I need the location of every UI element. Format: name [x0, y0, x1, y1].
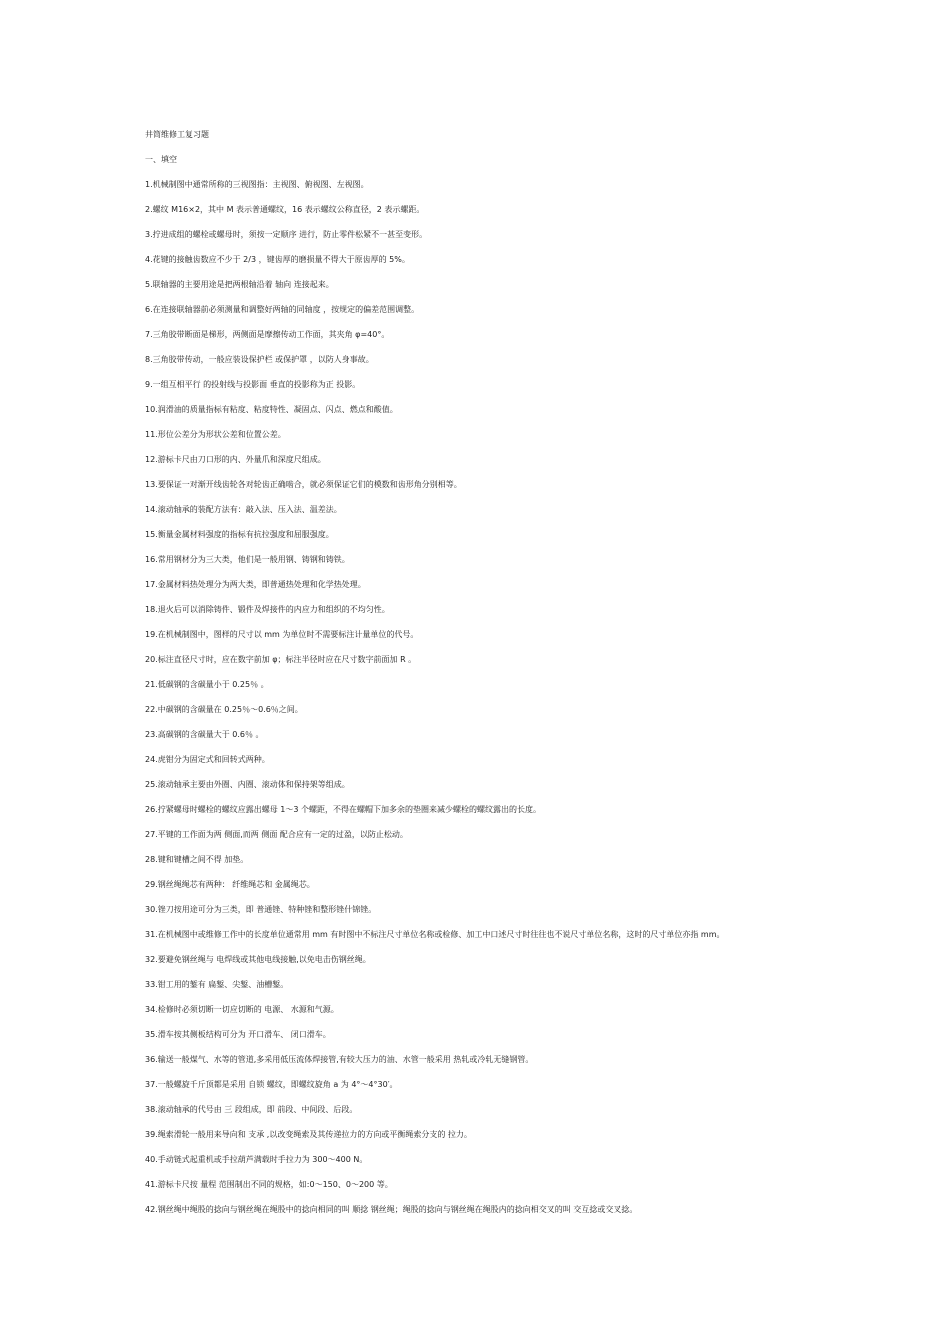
question-item: 14.滚动轴承的装配方法有：敲入法、压入法、温差法。: [145, 505, 342, 514]
question-item: 18.退火后可以消除铸件、锻件及焊接件的内应力和组织的不均匀性。: [145, 605, 390, 614]
question-item: 42.钢丝绳中绳股的捻向与钢丝绳在绳股中的捻向相同的叫 顺捻 钢丝绳；绳股的捻向与钢丝绳在绳股内的捻向相交叉的叫 交互捻或交叉捻。: [145, 1205, 638, 1214]
question-item: 16.常用钢材分为三大类，他们是一般用钢、铸钢和铸铁。: [145, 555, 350, 564]
question-item: 32.要避免钢丝绳与 电焊线或其他电线接触,以免电击伤钢丝绳。: [145, 955, 371, 964]
document-title: 井筒维修工复习题: [145, 130, 209, 139]
document-body: [145, 128, 935, 1228]
question-item: 2.螺纹 M16×2，其中 M 表示普通螺纹，16 表示螺纹公称直径，2 表示螺距。: [145, 205, 425, 214]
question-item: 37.一般螺旋千斤顶都是采用 自锁 螺纹，即螺纹旋角 a 为 4°～4°30′。: [145, 1080, 398, 1089]
question-item: 12.游标卡尺由刀口形的内、外量爪和深度尺组成。: [145, 455, 326, 464]
question-item: 40.手动链式起重机或手拉葫芦满载时手拉力为 300～400 N。: [145, 1155, 368, 1164]
question-item: 20.标注直径尺寸时，应在数字前加 φ；标注半径时应在尺寸数字前面加 R 。: [145, 655, 417, 664]
question-item: 8.三角胶带传动，一般应装设保护栏 或保护罩 ，以防人身事故。: [145, 355, 374, 364]
question-item: 6.在连接联轴器前必须测量和调整好两轴的同轴度 ，按规定的偏差范围调整。: [145, 305, 420, 314]
question-item: 1.机械制图中通常所称的三视图指：主视图、俯视图、左视图。: [145, 180, 369, 189]
question-item: 4.花键的接触齿数应不少于 2/3 ，键齿厚的磨损量不得大于原齿厚的 5%。: [145, 255, 410, 264]
question-item: 24.虎钳分为固定式和回转式两种。: [145, 755, 270, 764]
question-item: 31.在机械图中或维修工作中的长度单位通常用 mm 有时图中不标注尺寸单位名称或检修、加工中口述尺寸时往往也不说尺寸单位名称，这时的尺寸单位亦指 mm。: [145, 930, 725, 939]
question-item: 23.高碳钢的含碳量大于 0.6％ 。: [145, 730, 264, 739]
question-item: 29.钢丝绳绳芯有两种： 纤维绳芯和 金属绳芯。: [145, 880, 315, 889]
question-item: 35.滑车按其侧板结构可分为 开口滑车、 闭口滑车。: [145, 1030, 331, 1039]
question-item: 38.滚动轴承的代号由 三 段组成，即 前段、中间段、后段。: [145, 1105, 358, 1114]
question-item: 34.检修时必须切断一切应切断的 电源、 水源和气源。: [145, 1005, 339, 1014]
question-list: [145, 178, 935, 1228]
question-item: 28.键和键槽之间不得 加垫。: [145, 855, 249, 864]
question-item: 10.润滑油的质量指标有粘度、粘度特性、凝固点、闪点、燃点和酸值。: [145, 405, 398, 414]
question-item: 9.一组互相平行 的投射线与投影面 垂直的投影称为正 投影。: [145, 380, 361, 389]
question-item: 21.低碳钢的含碳量小于 0.25％ 。: [145, 680, 269, 689]
question-item: 36.输送一般煤气、水等的管道,多采用低压流体焊接管,有较大压力的油、水管一般采用 热轧或冷轧无缝钢管。: [145, 1055, 534, 1064]
question-item: 26.拧紧螺母时螺栓的螺纹应露出螺母 1～3 个螺距，不得在螺帽下加多余的垫圈来减少螺栓的螺纹露出的长度。: [145, 805, 541, 814]
question-item: 13.要保证一对渐开线齿轮各对轮齿正确啮合，就必须保证它们的模数和齿形角分别相等。: [145, 480, 462, 489]
question-item: 25.滚动轴承主要由外圈、内圈、滚动体和保持架等组成。: [145, 780, 350, 789]
question-item: 5.联轴器的主要用途是把两根轴沿着 轴向 连接起来。: [145, 280, 334, 289]
question-item: 22.中碳钢的含碳量在 0.25％～0.6％之间。: [145, 705, 303, 714]
question-item: 41.游标卡尺按 量程 范围制出不同的规格，如:0～150、0～200 等。: [145, 1180, 393, 1189]
question-item: 3.拧进成组的螺栓或螺母时，须按一定顺序 进行，防止零件松紧不一甚至变形。: [145, 230, 428, 239]
question-item: 19.在机械制图中，图样的尺寸以 mm 为单位时不需要标注计量单位的代号。: [145, 630, 419, 639]
section-heading: 一、填空: [145, 155, 177, 164]
question-item: 27.平键的工作面为两 侧面,而两 侧面 配合应有一定的过盈，以防止松动。: [145, 830, 408, 839]
question-item: 17.金属材料热处理分为两大类，即普通热处理和化学热处理。: [145, 580, 366, 589]
question-item: 33.钳工用的錾有 扁錾、尖錾、油槽錾。: [145, 980, 289, 989]
question-item: 39.绳索滑轮一般用来导向和 支承 ,以改变绳索及其传递拉力的方向或平衡绳索分支的 拉力。: [145, 1130, 472, 1139]
question-item: 11.形位公差分为形状公差和位置公差。: [145, 430, 286, 439]
question-item: 15.衡量金属材料强度的指标有抗拉强度和屈服强度。: [145, 530, 334, 539]
question-item: 30.锉刀按用途可分为三类，即 普通锉、特种锉和整形锉什锦锉。: [145, 905, 377, 914]
question-item: 7.三角胶带断面是梯形，两侧面是摩擦传动工作面，其夹角 φ=40°。: [145, 330, 390, 339]
